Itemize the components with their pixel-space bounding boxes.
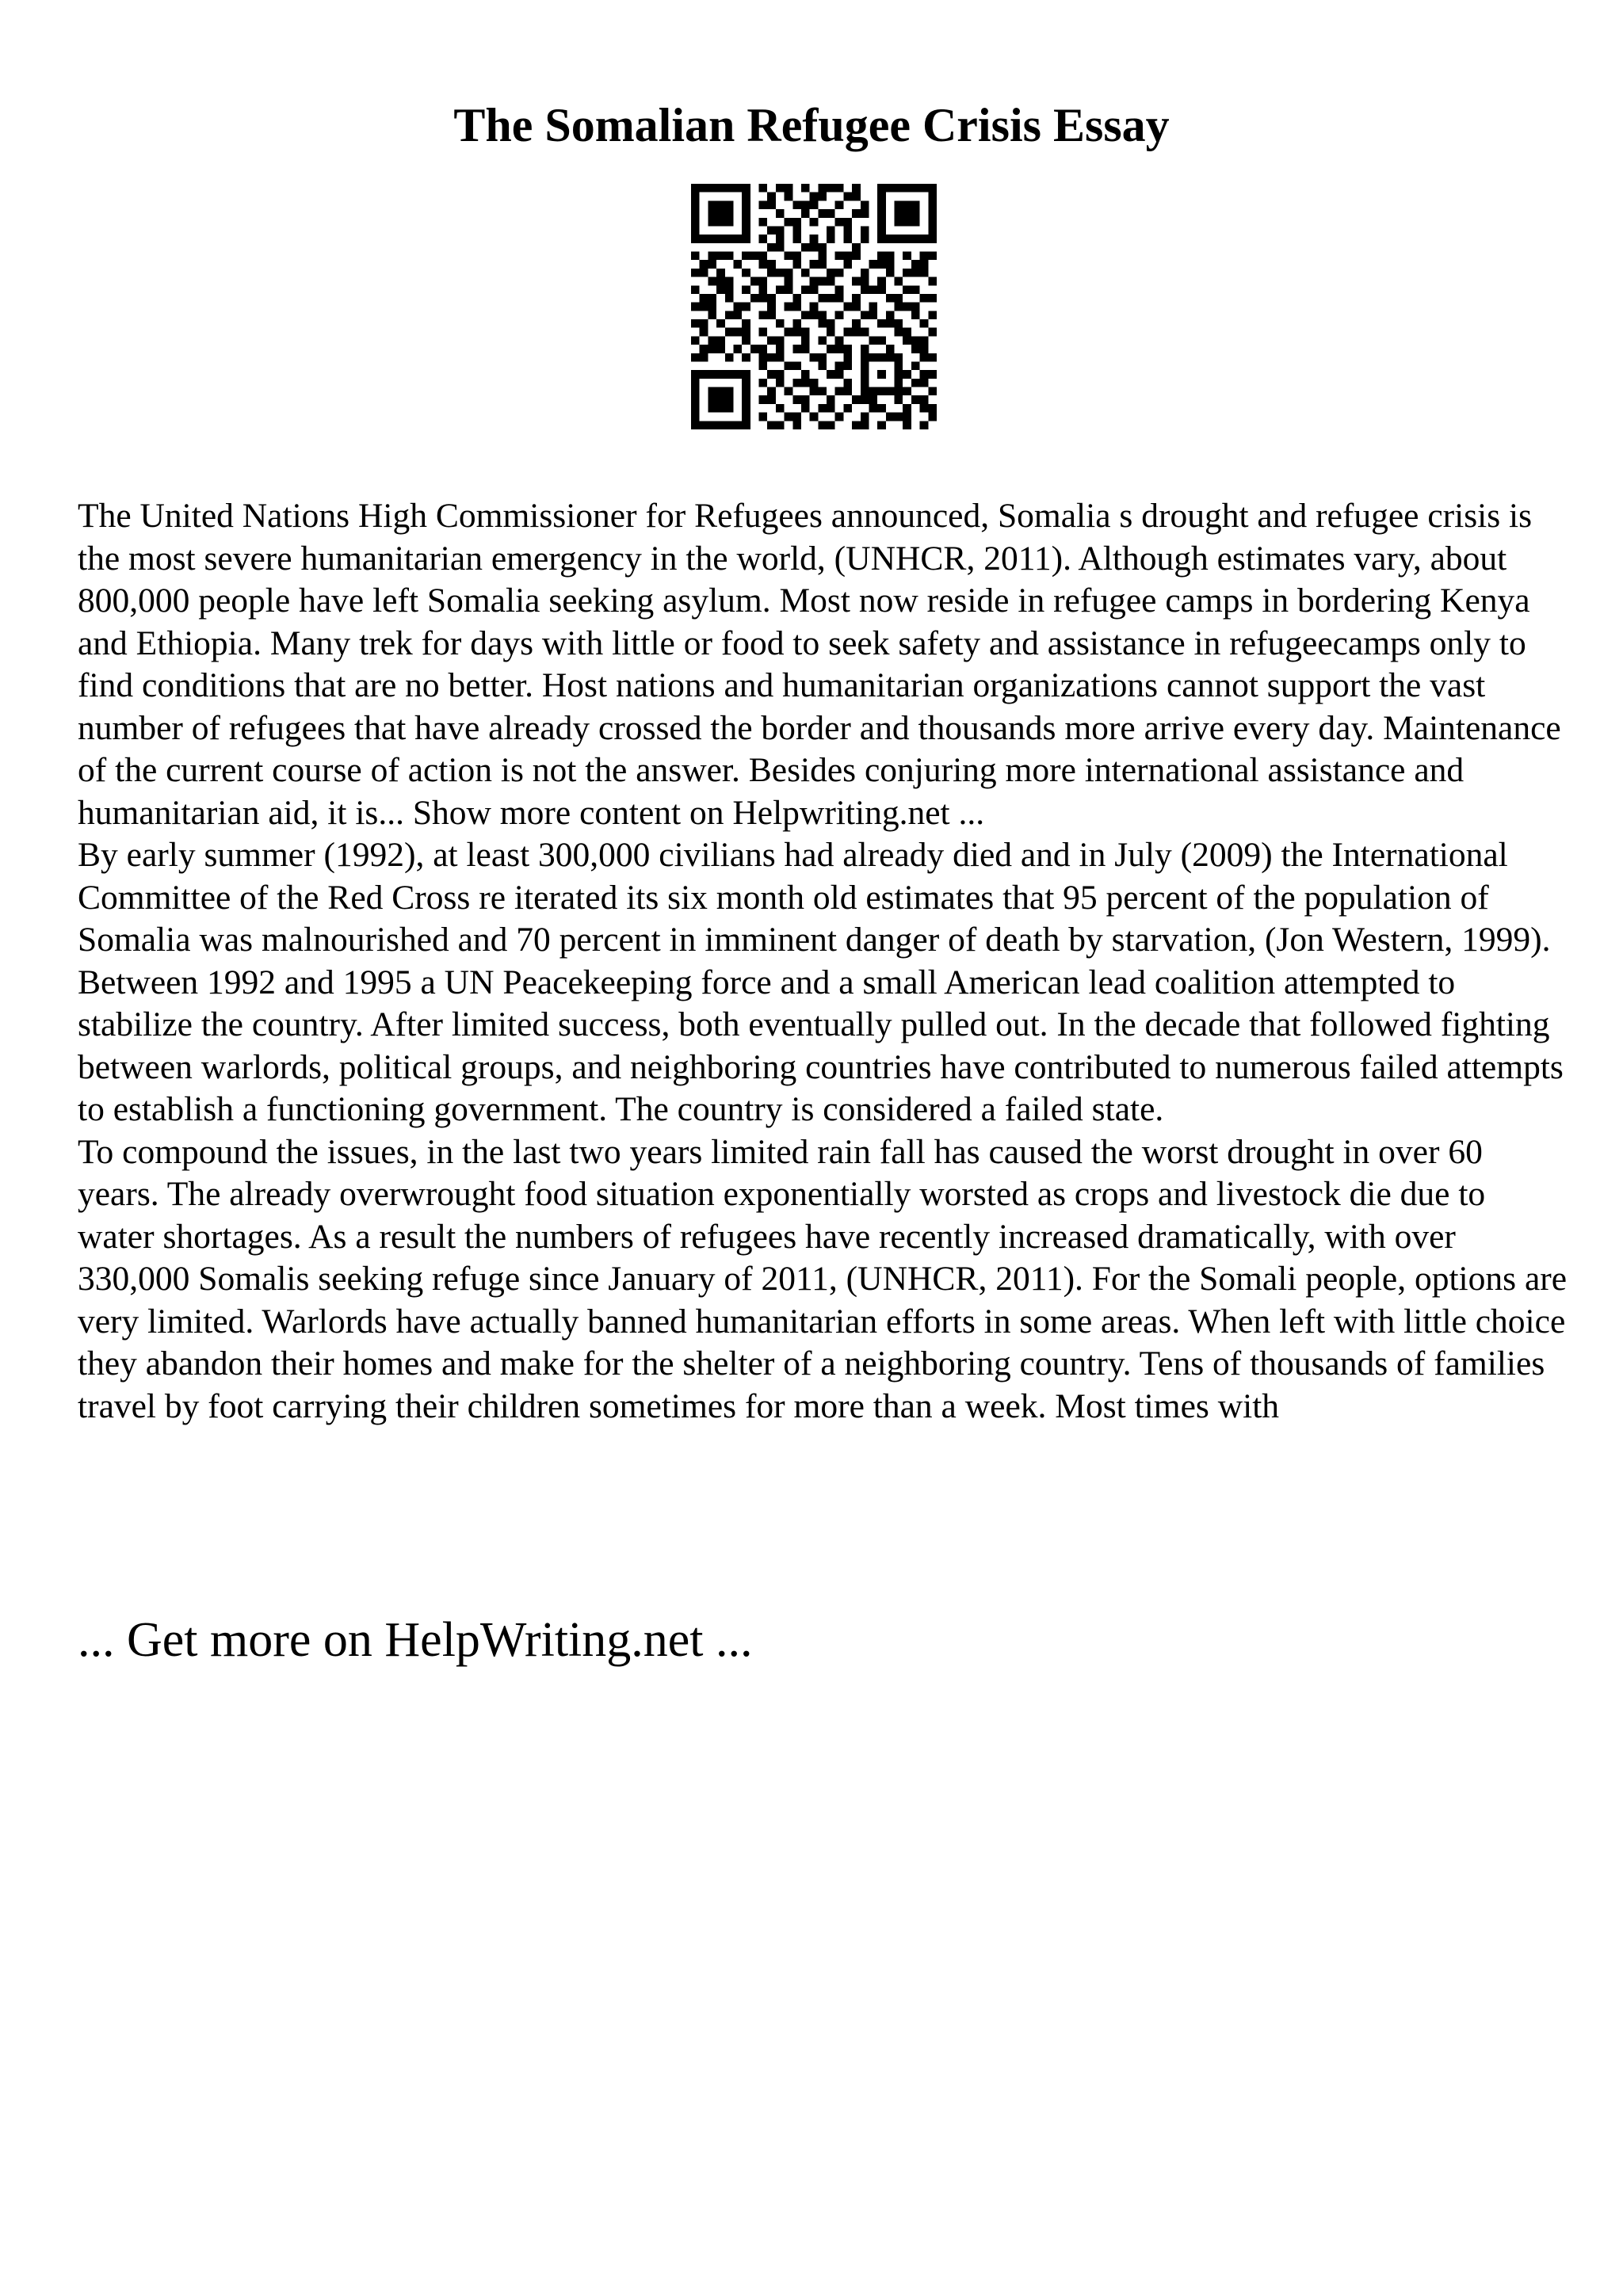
essay-paragraph-3: To compound the issues, in the last two years limited rain fall has caused the worst drought in over 60 years. The already overwrought food situation exponentially worsted as crops and livestock die due to water shortages. As a result the numbers of refugees have recently increased dramatically, with over 330,000 Somalis seeking refuge since January of 2011, (UNHCR, 2011). For the Somali people, options are very limited. Warlords have actually banned humanitarian efforts in some areas. When left with little choice they abandon their homes and make for the shelter of a neighboring country. Tens of thousands of families travel by foot carrying their children sometimes for more than a week. Most times with [78, 1132, 1568, 1425]
qr-code-icon [691, 184, 937, 429]
essay-paragraph-1: The United Nations High Commissioner for Refugees announced, Somalia s drought and refugee crisis is the most severe humanitarian emergency in the world, (UNHCR, 2011). Although estimates vary, about 800,000 people have left Somalia seeking asylum. Most now reside in refugee camps in bordering Kenya and Ethiopia. Many trek for days with little or food to seek safety and assistance in refugeecamps only to find conditions that are no better. Host nations and humanitarian organizations cannot support the vast number of refugees that have already crossed the border and thousands more arrive every day. Maintenance of the current course of action is not the answer. Besides conjuring more international assistance and humanitarian aid, it is... Show more content on Helpwriting.net ... [78, 497, 1561, 832]
essay-paragraph-2: By early summer (1992), at least 300,000 civilians had already died and in July (2009) the International Committee of the Red Cross re iterated its six month old estimates that 95 percent of the population of Somalia was malnourished and 70 percent in imminent danger of death by starvation, (Jon Western, 1999). Between 1992 and 1995 a UN Peacekeeping force and a small American lead coalition attempted to stabilize the country. After limited success, both eventually pulled out. In the decade that followed fighting between warlords, political groups, and neighboring countries have contributed to numerous failed attempts to establish a functioning government. The country is considered a failed state. [78, 836, 1564, 1128]
essay-body [78, 495, 1568, 1428]
get-more-link[interactable]: ... Get more on HelpWriting.net ... [78, 1613, 753, 1667]
document-title: The Somalian Refugee Crisis Essay [453, 99, 1170, 151]
